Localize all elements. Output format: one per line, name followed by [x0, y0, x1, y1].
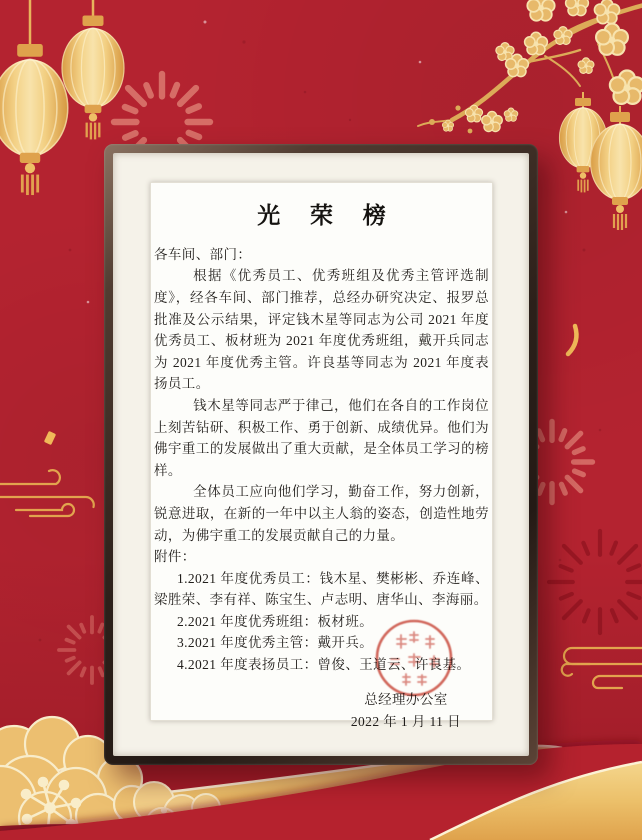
paragraph-2: 钱木星等同志严于律己，他们在各自的工作岗位上刻苦钻研、积极工作、勇于创新、成绩优异。他们为佛宇重工的发展做出了重大贡献，是全体员工学习的榜样。	[154, 397, 489, 478]
page-title: 光 荣 榜	[257, 203, 398, 228]
line-cloud-icon	[0, 470, 94, 516]
attachment-item-1: 1.2021 年度优秀员工：钱木星、樊彬彬、乔连峰、梁胜荣、李有祥、陈宝生、卢志明、唐华山、李海丽。	[154, 570, 489, 608]
lantern-icon	[62, 0, 125, 139]
frame-mat	[113, 153, 529, 756]
lantern-icon	[590, 106, 642, 230]
salutation: 各车间、部门：	[154, 246, 252, 262]
attachment-label: 附件：	[154, 549, 196, 565]
dark-red-wave	[0, 824, 190, 840]
paragraph-3: 全体员工应向他们学习，勤奋工作，努力创新，锐意进取，在新的一年中以主人翁的姿态，创造性地劳动，为佛宇重工的发展贡献自己的力量。	[154, 484, 489, 543]
honor-roll-paper	[150, 182, 493, 729]
lantern-icon	[559, 92, 607, 192]
line-cloud-icon	[562, 648, 642, 688]
firework-icon	[549, 531, 642, 633]
picture-frame	[104, 144, 538, 765]
signature-date: 2022 年 1 月 11 日	[350, 713, 461, 729]
gold-wave-front	[430, 762, 642, 840]
stamen-flower-icon	[22, 778, 179, 839]
attachment-item-2: 2.2021 年度优秀班组：板材班。	[176, 613, 374, 629]
attachment-item-4: 4.2021 年度表扬员工：曾俊、王道云、许良基。	[176, 657, 471, 673]
signature-office: 总经理办公室	[364, 691, 448, 707]
official-seal-icon	[373, 617, 455, 699]
paragraph-1: 根据《优秀员工、优秀班组及优秀主管评选制度》，经各车间、部门推荐，总经办研究决定、报罗总批准及公示结果，评定钱木星等同志为公司 2021 年度优秀员工、板材班为 2021 年度优秀班组，戴开兵同志为 2021 年度优秀主管。许良基等同志为 2021 年度表扬员工。	[154, 268, 489, 392]
attachment-item-3: 3.2021 年度优秀主管：戴开兵。	[176, 635, 374, 651]
plum-branch-icon	[418, 0, 642, 133]
lantern-icon	[0, 0, 68, 195]
